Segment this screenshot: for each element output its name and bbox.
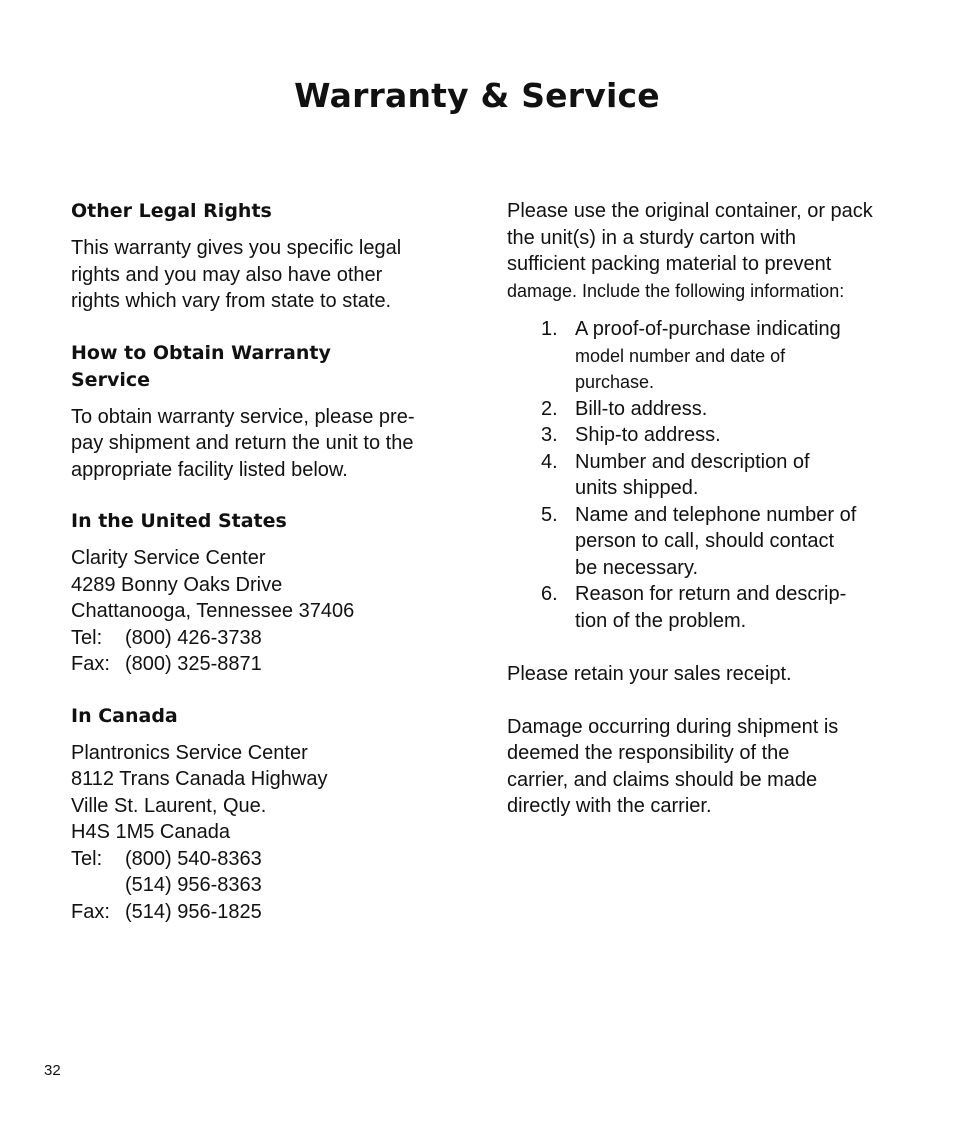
- text-line: rights which vary from state to state.: [71, 290, 392, 312]
- phone-row: [71, 872, 451, 899]
- list-text: purchase.: [575, 372, 655, 392]
- text-line: This warranty gives you specific legal: [71, 237, 402, 259]
- fax-number: (514) 956-1825: [125, 900, 262, 923]
- phone-number: (514) 956-8363: [125, 874, 262, 896]
- list-text: Number and description of: [575, 450, 810, 473]
- fax-number: (800) 325-8871: [125, 653, 262, 675]
- list-text: Bill-to address.: [575, 397, 708, 420]
- packing-instructions: [507, 198, 897, 304]
- page-number: 32: [44, 1062, 61, 1079]
- canada-heading: In Canada: [71, 704, 178, 727]
- heading-line: How to Obtain Warranty: [71, 341, 331, 364]
- text-line: appropriate facility listed below.: [71, 458, 348, 481]
- canada-section: [71, 703, 451, 926]
- list-text: units shipped.: [575, 477, 699, 499]
- fax-label: Fax:: [71, 653, 110, 675]
- phone-number: (800) 540-8363: [125, 847, 262, 870]
- us-section: [71, 508, 451, 678]
- list-text: Ship-to address.: [575, 424, 721, 446]
- phone-number: (800) 426-3738: [125, 626, 262, 649]
- list-number: 4.: [541, 450, 558, 473]
- text-line: the unit(s) in a sturdy carton with: [507, 226, 797, 249]
- legal-rights-heading: Other Legal Rights: [71, 200, 272, 222]
- address-line: Ville St. Laurent, Que.: [71, 794, 267, 817]
- list-text: be necessary.: [575, 556, 699, 579]
- text-line: carrier, and claims should be made: [507, 768, 818, 791]
- us-heading: In the United States: [71, 510, 287, 532]
- phone-label: Tel:: [71, 626, 103, 649]
- list-item: [507, 316, 897, 396]
- address-line: 4289 Bonny Oaks Drive: [71, 573, 283, 596]
- list-number: 3.: [541, 424, 558, 446]
- phone-label: Tel:: [71, 847, 103, 870]
- list-number: 6.: [541, 583, 558, 605]
- left-column: [71, 198, 451, 950]
- address-line: H4S 1M5 Canada: [71, 821, 230, 843]
- list-text: Name and telephone number of: [575, 503, 857, 526]
- list-number: 5.: [541, 503, 558, 526]
- text-line: deemed the responsibility of the: [507, 742, 790, 764]
- us-address: [71, 545, 451, 678]
- required-info-list: [507, 316, 897, 634]
- canada-address: [71, 740, 451, 926]
- fax-row: [71, 899, 451, 926]
- list-text: model number and date of: [575, 345, 786, 366]
- text-line: directly with the carrier.: [507, 795, 712, 817]
- address-line: Plantronics Service Center: [71, 741, 308, 764]
- page-title: Warranty & Service: [294, 76, 660, 115]
- text-line: sufficient packing material to prevent: [507, 253, 832, 275]
- fax-row: [71, 651, 451, 678]
- list-text: Reason for return and descrip-: [575, 583, 847, 605]
- obtain-service-text: [71, 404, 451, 484]
- text-line: damage. Include the following information:: [507, 280, 845, 301]
- address-line: Clarity Service Center: [71, 547, 266, 569]
- text-line: To obtain warranty service, please pre-: [71, 405, 415, 428]
- list-item: [507, 581, 897, 634]
- address-line: Chattanooga, Tennessee 37406: [71, 600, 355, 622]
- text-line: Damage occurring during shipment is: [507, 715, 839, 738]
- list-text: A proof-of-purchase indicating: [575, 318, 841, 340]
- retain-receipt-text: Please retain your sales receipt.: [507, 663, 792, 685]
- text-line: pay shipment and return the unit to the: [71, 432, 414, 454]
- text-line: rights and you may also have other: [71, 263, 383, 286]
- fax-label: Fax:: [71, 900, 110, 923]
- list-item: [507, 502, 897, 582]
- legal-rights-text: [71, 235, 451, 315]
- list-item: [507, 449, 897, 502]
- address-line: 8112 Trans Canada Highway: [71, 768, 328, 790]
- text-line: Please use the original container, or pack: [507, 200, 873, 222]
- phone-row: [71, 625, 451, 652]
- list-text: person to call, should contact: [575, 530, 835, 552]
- legal-rights-section: [71, 198, 451, 315]
- right-column: [507, 198, 897, 846]
- list-text: tion of the problem.: [575, 609, 747, 632]
- phone-row: [71, 846, 451, 873]
- list-number: 1.: [541, 318, 558, 340]
- damage-text: [507, 714, 897, 820]
- obtain-service-section: [71, 340, 451, 484]
- list-number: 2.: [541, 397, 558, 420]
- list-item: [507, 396, 897, 423]
- obtain-service-heading: [71, 340, 451, 394]
- list-item: [507, 422, 897, 449]
- heading-line: Service: [71, 368, 150, 391]
